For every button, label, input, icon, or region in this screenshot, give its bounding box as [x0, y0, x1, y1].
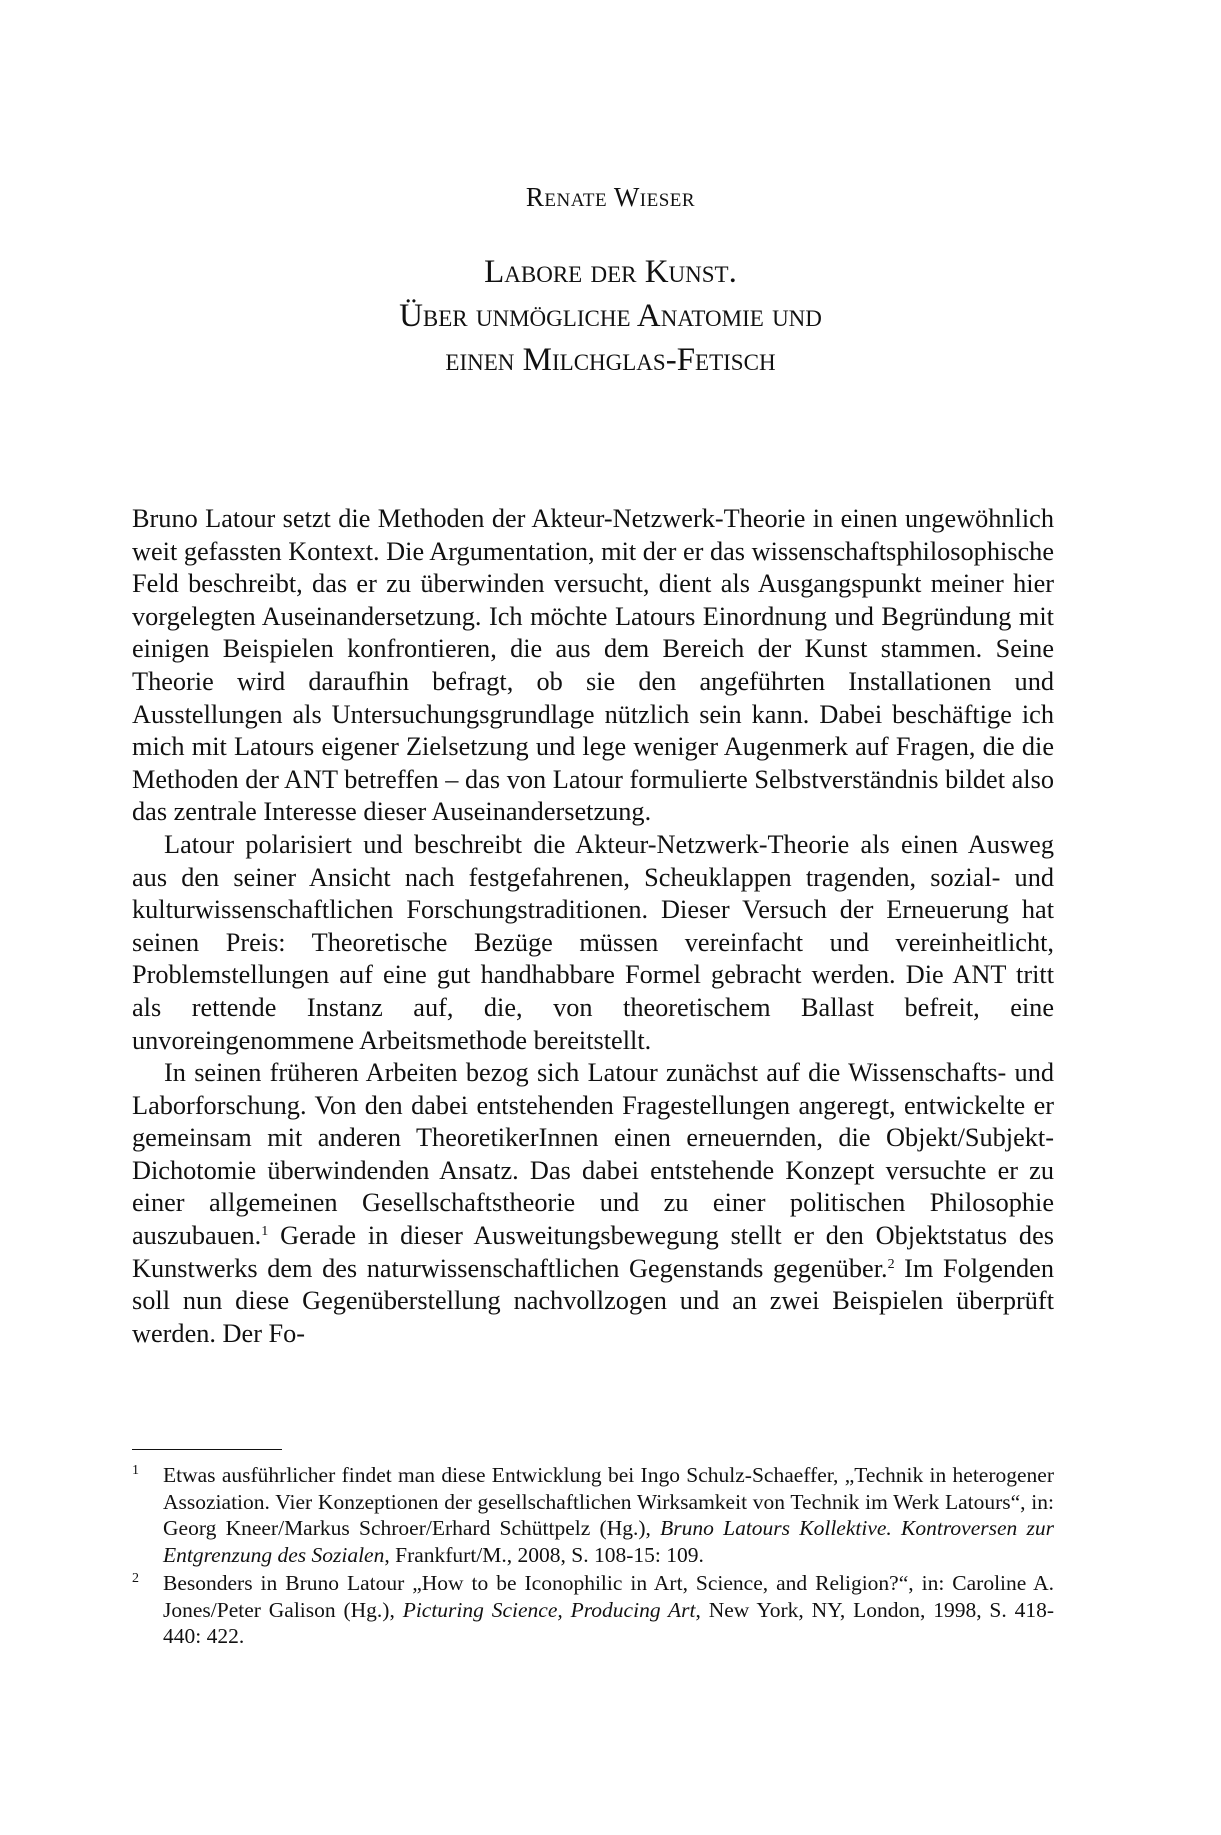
footnote-book-title: Picturing Science, Producing Art: [402, 1597, 696, 1622]
footnote-text-a: Besonders in Bruno Latour „How to be Iconophilic in Art, Science, and Religion?“, in: Caroline A. Jones/Peter Galison (Hg.),: [163, 1571, 1054, 1622]
footnote-1: [132, 1462, 1054, 1568]
footnote-divider: [132, 1449, 282, 1450]
footnote-text-b: , Frankfurt/M., 2008, S. 108-15: 109.: [384, 1542, 704, 1567]
footnote-number: 1: [132, 1463, 139, 1478]
paragraph-3-text-c: Im Folgenden soll nun diese Gegenüberstellung nachvollzogen und an zwei Beispielen überprüft werden. Der Fo-: [132, 1253, 1054, 1348]
footnote-text: [163, 1463, 1054, 1567]
title-line-3: einen Milchglas-Fetisch: [445, 342, 776, 378]
footnote-ref-1[interactable]: 1: [261, 1224, 269, 1240]
paragraph-3-text-a: In seinen früheren Arbeiten bezog sich Latour zunächst auf die Wissenschafts- und Laborforschung. Von den dabei entstehenden Fragestellungen angeregt, entwickelte er gemeinsam mit anderen TheoretikerInnen einen erneuernden, die Objekt/Subjekt-Dichotomie überwindenden Ansatz. Das dabei entstehende Konzept versuchte er zu einer allgemeinen Gesellschaftstheorie und zu einer politischen Philosophie auszubauen.: [132, 1058, 1054, 1251]
footnote-ref-2[interactable]: 2: [887, 1256, 895, 1272]
footnote-text-a: Etwas ausführlicher findet man diese Entwicklung bei Ingo Schulz-Schaeffer, „Technik in heterogener Assoziation. Vier Konzeptionen der gesellschaftlichen Wirksamkeit von Technik im Werk Latours“, in: Georg Kneer/Markus Schroer/Erhard Schüttpelz (Hg.),: [163, 1463, 1054, 1540]
title-line-1: Labore der Kunst.: [484, 254, 737, 290]
footnote-text: [163, 1571, 1054, 1648]
footnotes: [132, 1462, 1054, 1652]
footnote-number: 2: [132, 1571, 139, 1586]
footnote-2: [132, 1570, 1054, 1650]
footnote-text-b: , New York, NY, London, 1998, S. 418-440: 422.: [163, 1597, 1054, 1648]
footnote-book-title: Bruno Latours Kollektive. Kontroversen zur Entgrenzung des Sozialen: [163, 1516, 1054, 1567]
author-name: Renate Wieser: [525, 182, 696, 212]
paragraph-1: Bruno Latour setzt die Methoden der Akteur-Netzwerk-Theorie in einen ungewöhnlich weit gefassten Kontext. Die Argumentation, mit der er das wissenschaftsphilosophische Feld beschreibt, das er zu überwinden versucht, dient als Ausgangspunkt meiner hier vorgelegten Auseinandersetzung. Ich möchte Latours Einordnung und Begründung mit einigen Beispielen konfrontieren, die aus dem Bereich der Kunst stammen. Seine Theorie wird daraufhin befragt, ob sie den angeführten Installationen und Ausstellungen als Untersuchungsgrundlage nützlich sein kann. Dabei beschäftige ich mich mit Latours eigener Zielsetzung und lege weniger Augenmerk auf Fragen, die die Methoden der ANT betreffen – das von Latour formulierte Selbstverständnis bildet also das zentrale Interesse dieser Auseinandersetzung.: [132, 504, 1054, 827]
paragraph-3-text-b: Gerade in dieser Ausweitungsbewegung stellt er den Objektstatus des Kunstwerks dem des naturwissenschaftlichen Gegenstands gegenüber.: [132, 1221, 1054, 1283]
title-line-2: Über unmögliche Anatomie und: [399, 298, 822, 334]
paragraph-3: [132, 1057, 1054, 1350]
chapter-title: [0, 250, 1221, 382]
paragraph-2: Latour polarisiert und beschreibt die Akteur-Netzwerk-Theorie als einen Ausweg aus den seiner Ansicht nach festgefahrenen, Scheuklappen tragenden, sozial- und kulturwissenschaftlichen Forschungstraditionen. Dieser Versuch der Erneuerung hat seinen Preis: Theoretische Bezüge müssen vereinfacht und vereinheitlicht, Problemstellungen auf eine gut handhabbare Formel gebracht werden. Die ANT tritt als rettende Instanz auf, die, von theoretischem Ballast befreit, eine unvoreingenommene Arbeitsmethode bereitstellt.: [132, 829, 1054, 1055]
body-text: [132, 503, 1054, 1350]
